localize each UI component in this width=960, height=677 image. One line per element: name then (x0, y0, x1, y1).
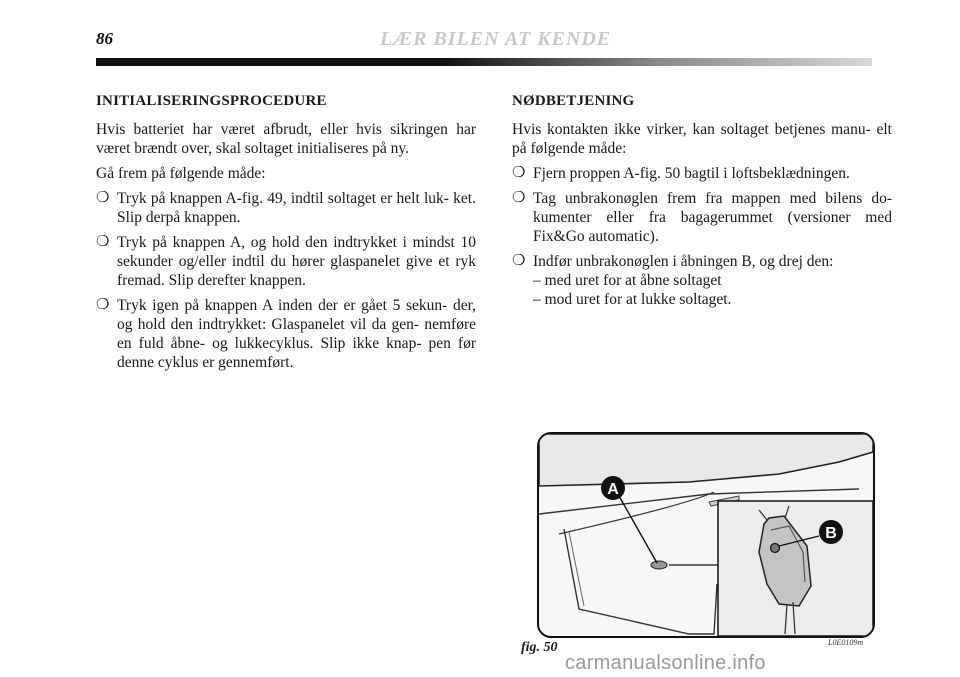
intro-paragraph: Hvis kontakten ikke virker, kan soltaget betjenes manu- elt på følgende måde: (512, 121, 892, 157)
running-head: LÆR BILEN AT KENDE (380, 28, 612, 50)
opening-b (771, 544, 780, 553)
intro-paragraph: Hvis batteriet har været afbrudt, eller hvis sikringen har været brændt over, skal soltaget initialiseres på ny. (96, 121, 476, 157)
callout-a-leader (619, 496, 657, 563)
step-list (96, 189, 476, 372)
section-heading-initialization: INITIALISERINGSPROCEDURE (96, 93, 327, 109)
list-item (512, 189, 892, 246)
list-item-text: Tag unbrakonøglen frem fra mappen med bilens do- kumenter eller fra bagagerummet (versioner med Fix&Go automatic). (533, 190, 892, 245)
lead-paragraph: Gå frem på følgende måde: (96, 165, 266, 182)
figure-code: L0E0109m (828, 638, 864, 647)
mirror-outline (564, 529, 717, 634)
callout-a-label: A (607, 481, 619, 498)
bullet-circle-icon: ❍ (512, 253, 526, 269)
list-item (96, 233, 476, 290)
left-column (96, 92, 476, 378)
watermark: carmanualsonline.info (565, 652, 766, 674)
list-item-text: Tryk igen på knappen A inden der er gået 5 sekun- der, og hold den indtrykket: Glaspanelet vil da gen- nemføre en fuld åbne- og lukkecyklus. Slip ikke knap- pen før denne cyklus er gennemført. (117, 297, 476, 371)
list-item (96, 296, 476, 372)
list-item (512, 252, 892, 309)
section-heading-emergency: NØDBETJENING (512, 93, 635, 109)
list-item-text: Fjern proppen A-fig. 50 bagtil i loftsbeklædningen. (533, 165, 850, 182)
bullet-circle-icon: ❍ (96, 190, 110, 206)
sub-item-close: – mod uret for at lukke soltaget. (533, 291, 732, 308)
bullet-circle-icon: ❍ (96, 234, 110, 250)
sunroof-illustration (539, 434, 873, 636)
list-item (96, 189, 476, 227)
callout-b-label: B (825, 525, 837, 542)
list-item-text: Tryk på knappen A, og hold den indtrykket i mindst 10 sekunder og/eller indtil du hører glaspanelet give et ryk fremad. Slip derefter knappen. (117, 234, 476, 289)
bullet-circle-icon: ❍ (512, 165, 526, 181)
header-rule (96, 58, 872, 66)
roof-edge (539, 434, 873, 486)
page-number: 86 (96, 29, 113, 48)
figure-sunroof-emergency (537, 432, 875, 638)
sub-item-open: – med uret for at åbne soltaget (533, 272, 722, 289)
step-list (512, 164, 892, 309)
figure-caption: fig. 50 (521, 640, 558, 655)
list-item-text: Indfør unbrakonøglen i åbningen B, og drej den: (533, 253, 834, 270)
right-column (512, 92, 892, 315)
bullet-circle-icon: ❍ (96, 297, 110, 313)
plug-a (651, 561, 667, 569)
list-item (512, 164, 892, 183)
bullet-circle-icon: ❍ (512, 190, 526, 206)
list-item-text: Tryk på knappen A-fig. 49, indtil soltaget er helt luk- ket. Slip derpå knappen. (117, 190, 476, 226)
